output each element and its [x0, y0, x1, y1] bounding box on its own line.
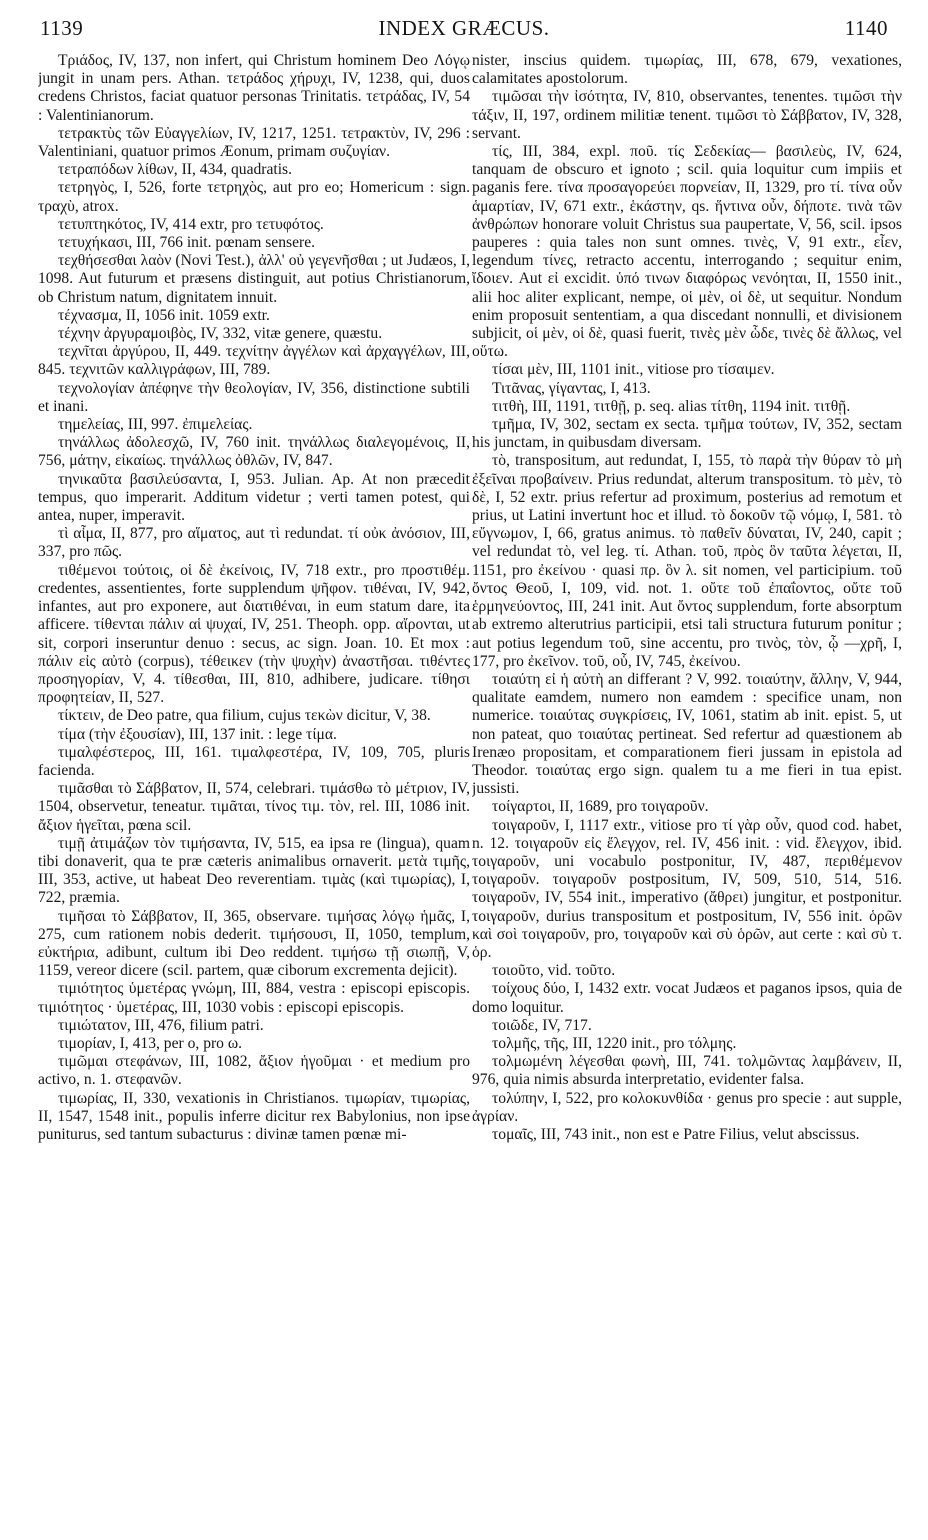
index-entry: τὶ αἷμα, II, 877, pro αἵματος, aut τὶ redundat. τί οὐκ ἀνόσιον, III, 337, pro πῶς. [38, 525, 470, 561]
index-entry: τμῆμα, IV, 302, sectam ex secta. τμῆμα τούτων, IV, 352, sectam his junctam, in quibusdam diversam. [472, 416, 902, 452]
index-entry: τιμῇ ἀτιμάζων τὸν τιμήσαντα, IV, 515, ea ipsa re (lingua), quam tibi donaverit, qua te præ cæteris animalibus ornaverit. μετὰ τιμῆς, III, 353, active, ut habeat Deo reverentiam. τιμὰς (καὶ τιμωρίας), I, 722, præmia. [38, 834, 470, 907]
index-entry: Τιτᾶνας, γίγαντας, I, 413. [492, 379, 651, 397]
index-entry: τιμαλφέστερος, III, 161. τιμαλφεστέρα, IV, 109, 705, pluris facienda. [38, 743, 470, 779]
index-entry: τολμωμένη λέγεσθαι φωνὴ, III, 741. τολμῶντας λαμβάνειν, II, 976, quia nimis absurda interpretatio, evidenter falsa. [472, 1053, 902, 1089]
index-entry: Τριάδος, IV, 137, non infert, qui Christum hominem Deo Λόγῳ jungit in unam pers. Athan. τετράδος χήρυχι, IV, 1238, qui, duos credens Christos, faciat quatuor personas Trinitatis. τετράδας, IV, 54 : Valentinianorum. [38, 52, 470, 124]
left-column [38, 52, 470, 1528]
index-entry: τέχνην ἀργυραμοιβὸς, IV, 332, vitæ genere, quæstu. [58, 325, 383, 343]
right-column [472, 52, 902, 1528]
index-entry: τομαῖς, III, 743 init., non est e Patre Filius, velut abscissus. [492, 1125, 860, 1143]
index-entry: τιμορίαν, I, 413, per ο, pro ω. [58, 1034, 243, 1052]
index-entry: τετραπόδων λίθων, II, 434, quadratis. [58, 161, 293, 179]
index-entry: τοιγαροῦν, I, 1117 extr., vitiose pro τί γὰρ οὖν, quod cod. habet, n. 12. τοιγαροῦν εἰς ἔλεγχον, rel. IV, 456 init. : vid. ἔλεγχον, ibid. τοιγαροῦν, uni vocabulo postponitur, IV, 487, περιθέμενον τοιγαροῦν. τοιγαροῦν postpositum, IV, 509, 510, 514, 516. τοιγαροῦν, IV, 554 init., imperativo (ἄθρει) jungitur, et postponitur. τοιγαροῦν, durius transpositum et postpositum, IV, 556 init. ὁρῶν καὶ σοὶ τοιγαροῦν, pro, τοιγαροῦν καὶ σὺ ὁρῶν, aut certe : καὶ σὺ τ. ὁρ. [472, 816, 902, 961]
index-title: INDEX GRÆCUS. [378, 16, 550, 40]
index-entry: τεχνῖται ἀργύρου, II, 449. τεχνίτην ἀγγέλων καὶ ἀρχαγγέλων, III, 845. τεχνιτῶν καλλιγράφων, III, 789. [38, 343, 470, 379]
index-entry: τετρηγὸς, I, 526, forte τετρηχὸς, aut pro eo; Homericum : sign. τραχὺ, atrox. [38, 179, 470, 215]
index-entry: τολμῆς, τῆς, III, 1220 init., pro τόλμης. [492, 1034, 737, 1052]
index-entry: τιτθὴ, III, 1191, τιτθῇ, p. seq. alias τίτθη, 1194 init. τιτθῇ. [492, 397, 851, 415]
index-entry: τολύπην, I, 522, pro κολοκυνθίδα · genus pro specie : aut supple, ἀγρίαν. [472, 1089, 902, 1125]
index-entry: τιμιώτατον, III, 476, filium patri. [58, 1016, 264, 1034]
index-entry: τεχνολογίαν ἀπέφηνε τὴν θεολογίαν, IV, 356, distinctione subtili et inani. [38, 379, 470, 415]
index-entry: τιθέμενοι τούτοις, οἱ δὲ ἐκείνοις, IV, 718 extr., pro προστιθέμ. credentes, assentientes, forte supplendum ψῆφον. τιθέναι, IV, 942, infantes, aut pro exponere, aut διατιθέναι, in eum statum dare, ita afficere. τίθενται πάλιν αἱ ψυχαί, IV, 251. Theoph. opp. αἴρονται, ut sit, corpori inseruntur denuo : secus, ac sign. Joan. 10. Et mox : πάλιν εἰς αὐτὸ (corpus), τέθεικεν (τὴν ψυχὴν) ἀναστῆσαι. τιθέντες προσηγορίαν, V, 4. τίθεσθαι, III, 810, adhibere, judicare. τίθησι προφητείαν, II, 527. [38, 561, 470, 707]
index-entry: τηνάλλως ἀδολεσχῶ, IV, 760 init. τηνάλλως διαλεγομένοις, II, 756, μάτην, εἰκαίως. τηνάλλως ὀθλῶν, IV, 847. [38, 434, 470, 470]
index-entry: τετυχήκασι, III, 766 init. pœnam sensere. [58, 234, 316, 252]
index-entry: τίκτειν, de Deo patre, qua filium, cujus τεκὼν dicitur, V, 38. [58, 707, 431, 725]
index-entry: τοιοῦτο, vid. τοῦτο. [492, 962, 616, 980]
index-entry: τεχθήσεσθαι λαὸν (Novi Test.), ἀλλ' οὐ γεγενῆσθαι ; ut Judæos, I, 1098. Aut futurum et præsens distinguit, aut potius Christianorum, ob Christum natum, dignitatem innuit. [38, 252, 470, 306]
index-entry: τηνικαῦτα βασιλεύσαντα, I, 953. Julian. Ap. At non præcedit tempus, quo imperarit. Additum videtur ; verti tamen potest, qui antea, nuper, imperavit. [38, 470, 470, 525]
index-entry: τὸ, transpositum, aut redundat, I, 155, τὸ παρὰ τὴν θύραν τὸ μὴ ἐξεῖναι προβαίνειν. Prius redundat, alterum transpositum. τὸ μὲν, τὸ δὲ, I, 52 extr. prius refertur ad proximum, posterius ad remotum et prius, ut Latini invertunt hoc et illud. τὸ δοκοῦν τῷ νόμῳ, I, 581. τὸ εὔγνωμον, I, 66, gratus animus. τὸ παθεῖν δύναται, IV, 240, capit ; vel redundat τὸ, vel leg. τί. Athan. τοῦ, πρὸς ὃν ταῦτα λέγεται, II, 1151, pro ἐκείνου · quasi πρ. ὃν λ. sit nomen, vel participium. τοῦ ὄντος Θεοῦ, I, 109, vid. not. 1. οὔτε τοῦ ἐπαΐοντος, οὔτε τοῦ ἑρμηνεύοντος, III, 241 init. Aut ὄντος supplendum, forte absorptum ab extremo alterutrius participii, etsi tali structura futurum ponitur ; aut potius legendum τοῦ, sine accentu, pro τινὸς, τὸν, ᾧ —χρῆ, I, 177, pro ἐκεῖνον. τοῦ, οὗ, IV, 745, ἐκείνου. [472, 452, 902, 670]
index-entry: τοιαύτη εἰ ἡ αὐτὴ an differant ? V, 992. τοιαύτην, ἄλλην, V, 944, qualitate eamdem, numero non eamdem : specifice unam, non numerice. τοιαύτας συγκρίσεις, IV, 1061, statim ab init. epist. 5, ut non pateat, quo τοιαύτας pertineat. Sed refertur ad quæstionem ab Irenæo propositam, et comparationem fieri jussam in epistola ad Theodor. τοιαύτας ergo sign. qualem tu a me fieri in tua epist. jussisti. [472, 670, 902, 798]
index-entry: τετρακτὺς τῶν Εὐαγγελίων, IV, 1217, 1251. τετρακτὺν, IV, 296 : Valentiniani, quatuor primos Æonum, primam συζυγίαν. [38, 124, 470, 161]
index-entry: τοίγαρτοι, II, 1689, pro τοιγαροῦν. [492, 798, 709, 816]
index-entry: τετυπτηκότος, IV, 414 extr, pro τετυφότος. [58, 215, 324, 233]
index-entry: τίσαι μὲν, III, 1101 init., vitiose pro τίσαιμεν. [492, 361, 775, 379]
index-entry: nister, inscius quidem. τιμωρίας, III, 678, 679, vexationes, calamitates apostolorum. [472, 52, 902, 88]
right-page-number: 1140 [844, 16, 888, 40]
index-entry: τημελείας, III, 997. ἐπιμελείας. [58, 416, 253, 434]
index-entry: τιμιότητος ὑμετέρας γνώμη, III, 884, vestra : episcopi episcopis. τιμιότητος · ὑμετέρας, III, 1030 vobis : episcopi episcopis. [38, 980, 470, 1016]
index-entry: τίμα (τὴν ἐξουσίαν), III, 137 init. : lege τίμα. [58, 725, 337, 743]
index-entry: τιμῶσαι τὴν ἰσότητα, IV, 810, observantes, tenentes. τιμῶσι τὴν τάξιν, II, 197, ordinem militiæ tenent. τιμῶσι τὸ Σάββατον, IV, 328, servant. [472, 88, 902, 142]
running-header [40, 10, 888, 44]
index-entry: τιμᾶσθαι τὸ Σάββατον, II, 574, celebrari. τιμάσθω τὸ μέτριον, IV, 1504, observetur, teneatur. τιμᾶται, τίνος τιμ. τὸν, rel. III, 1086 init. ἄξιον ἡγεῖται, pœna scil. [38, 780, 470, 834]
index-entry: τιμῆσαι τὸ Σάββατον, II, 365, observare. τιμήσας λόγῳ ἡμᾶς, I, 275, cum rationem nobis dederit. τιμήσουσι, II, 1050, templum, εὐκτήρια, adibunt, cultum ibi Deo reddent. τιμήσω τῇ σιωπῇ, V, 1159, vereor dicere (scil. partem, quæ ciborum excrementa dejicit). [38, 907, 470, 980]
index-entry: τιμῶμαι στεφάνων, III, 1082, ἄξιον ἡγοῦμαι · et medium pro activo, n. 1. στεφανῶν. [38, 1053, 470, 1089]
index-entry: τέχνασμα, II, 1056 init. 1059 extr. [58, 306, 270, 324]
index-entry: τοιῶδε, IV, 717. [492, 1016, 592, 1034]
index-entry: τίς, III, 384, expl. ποῦ. τίς Σεδεκίας— βασιλεὺς, IV, 624, tanquam de obscuro et ignoto ; scil. quia loquitur cum impiis et paganis fere. τίνα προσαγορεύει πορνείαν, II, 1329, pro τί. τίνα οὖν ἁμαρτίαν, IV, 671 extr., ἑκάστην, qs. ἥντινα οὖν, δήποτε. τινὰ τῶν ἀνθρώπων honorare voluit Christus sua paupertate, V, 56, scil. ipsos pauperes : quia tales non sunt omnes. τινὲς, V, 91 extr., εἶεν, legendum τίνες, retracto accentu, interrogando ; sequitur enim, ἴδοιεν. Aut εἰ excidit. ὑπό τινων διαφόρως νενόηται, II, 1550 init., alii hoc aliter explicant, nempe, οἱ μὲν, οἱ δὲ, ut sequitur. Nondum enim proposuit sententiam, a qua discedant nonnulli, et divisionem subjicit, οἱ μὲν, οἱ δὲ, quasi fuerit, τινὲς μὲν ὧδε, τινὲς δὲ ἄλλως, vel οὕτω. [472, 143, 902, 361]
index-entry: τιμωρίας, II, 330, vexationis in Christianos. τιμωρίαν, τιμωρίας, II, 1547, 1548 init., populis inferre dicitur rex Babylonius, non ipse puniturus, sed tantum subacturus : divinæ tamen pœnæ mi- [38, 1089, 470, 1143]
index-entry: τοίχους δύο, I, 1432 extr. vocat Judæos et paganos ipsos, quia de domo loquitur. [472, 980, 902, 1016]
left-page-number: 1139 [40, 16, 84, 40]
